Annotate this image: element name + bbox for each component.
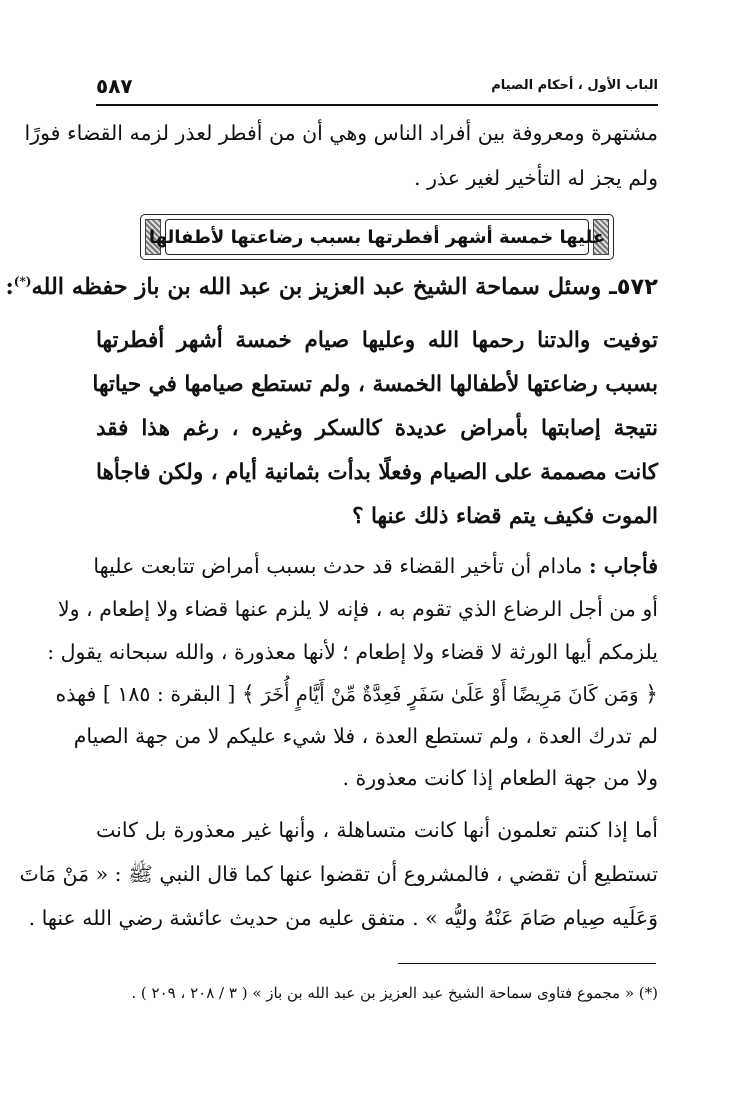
question-number: ٥٧٢ـ bbox=[609, 274, 658, 300]
answer-label: فأجاب : bbox=[589, 554, 658, 578]
answer-line-2: أو من أجل الرضاع الذي تقوم به ، فإنه لا يلزم عنها قضاء ولا إطعام ، ولا bbox=[57, 597, 658, 621]
answer-line-1 bbox=[93, 554, 658, 578]
answer-line-5: لم تدرك العدة ، ولم تستطع العدة ، فلا شيء عليكم لا من جهة الصيام bbox=[73, 724, 658, 748]
section-banner bbox=[140, 214, 614, 260]
question-intro bbox=[14, 274, 658, 300]
quran-verse: وَمَن كَانَ مَرِيضًا أَوْ عَلَىٰ سَفَرٍ فَعِدَّةٌ مِّنْ أَيَّامٍ أُخَرَ bbox=[261, 683, 639, 706]
question-text: وسئل سماحة الشيخ عبد العزيز بن عبد الله بن باز حفظه الله bbox=[31, 274, 602, 300]
question-line-4: كانت مصممة على الصيام وفعلًا بدأت بثمانية أيام ، ولكن فاجأها bbox=[96, 460, 658, 485]
banner-frame bbox=[148, 219, 606, 255]
page-number: ٥٨٧ bbox=[96, 74, 133, 98]
footnote-divider bbox=[398, 963, 656, 964]
answer-line-6: ولا من جهة الطعام إذا كانت معذورة . bbox=[342, 766, 658, 790]
footnote-marker: (*) bbox=[13, 274, 32, 289]
quran-bracket-open: ﴿ bbox=[645, 682, 658, 707]
page-header bbox=[96, 70, 658, 106]
paragraph2-line-3: وَعَلَيه صِيام صَامَ عَنْهُ وليُّه » . متفق عليه من حديث عائشة رضي الله عنها . bbox=[28, 906, 658, 930]
question-colon: : bbox=[5, 274, 14, 300]
section-title: عليها خمسة أشهر أفطرتها بسبب رضاعتها لأطفالها bbox=[148, 226, 606, 248]
paragraph2-line-1: أما إذا كنتم تعلمون أنها كانت متساهلة ، وأنها غير معذورة بل كانت bbox=[96, 818, 658, 842]
answer-line-4 bbox=[55, 682, 658, 707]
intro-line-2: ولم يجز له التأخير لغير عذر . bbox=[414, 166, 658, 190]
running-title: الباب الأول ، أحكام الصيام bbox=[491, 78, 658, 93]
footnote: (*) « مجموع فتاوى سماحة الشيخ عبد العزيز بن عبد الله بن باز » ( ٣ / ٢٠٨ ، ٢٠٩ ) . bbox=[131, 984, 658, 1002]
question-line-3: نتيجة إصابتها بأمراض عديدة كالسكر وغيره ، رغم هذا فقد bbox=[96, 416, 658, 441]
question-line-2: بسبب رضاعتها لأطفالها الخمسة ، ولم تستطع صيامها في حياتها bbox=[92, 372, 658, 397]
verse-citation: [ البقرة : ١٨٥ ] فهذه bbox=[55, 682, 236, 706]
question-line-5: الموت فكيف يتم قضاء ذلك عنها ؟ bbox=[352, 504, 658, 529]
quran-bracket-close: ﴾ bbox=[241, 682, 255, 707]
paragraph2-line-2: تستطيع أن تقضي ، فالمشروع أن تقضوا عنها كما قال النبي ﷺ : « مَنْ مَاتَ bbox=[19, 862, 658, 886]
answer-line-3: يلزمكم أيها الورثة لا قضاء ولا إطعام ؛ لأنها معذورة ، والله سبحانه يقول : bbox=[47, 640, 658, 664]
answer-line-1-text: مادام أن تأخير القضاء قد حدث بسبب أمراض تتابعت عليها bbox=[93, 554, 583, 578]
question-heading bbox=[5, 274, 658, 300]
intro-line-1: مشتهرة ومعروفة بين أفراد الناس وهي أن من أفطر لعذر لزمه القضاء فورًا bbox=[24, 121, 658, 145]
question-line-1: توفيت والدتنا رحمها الله وعليها صيام خمسة أشهر أفطرتها bbox=[96, 328, 658, 353]
